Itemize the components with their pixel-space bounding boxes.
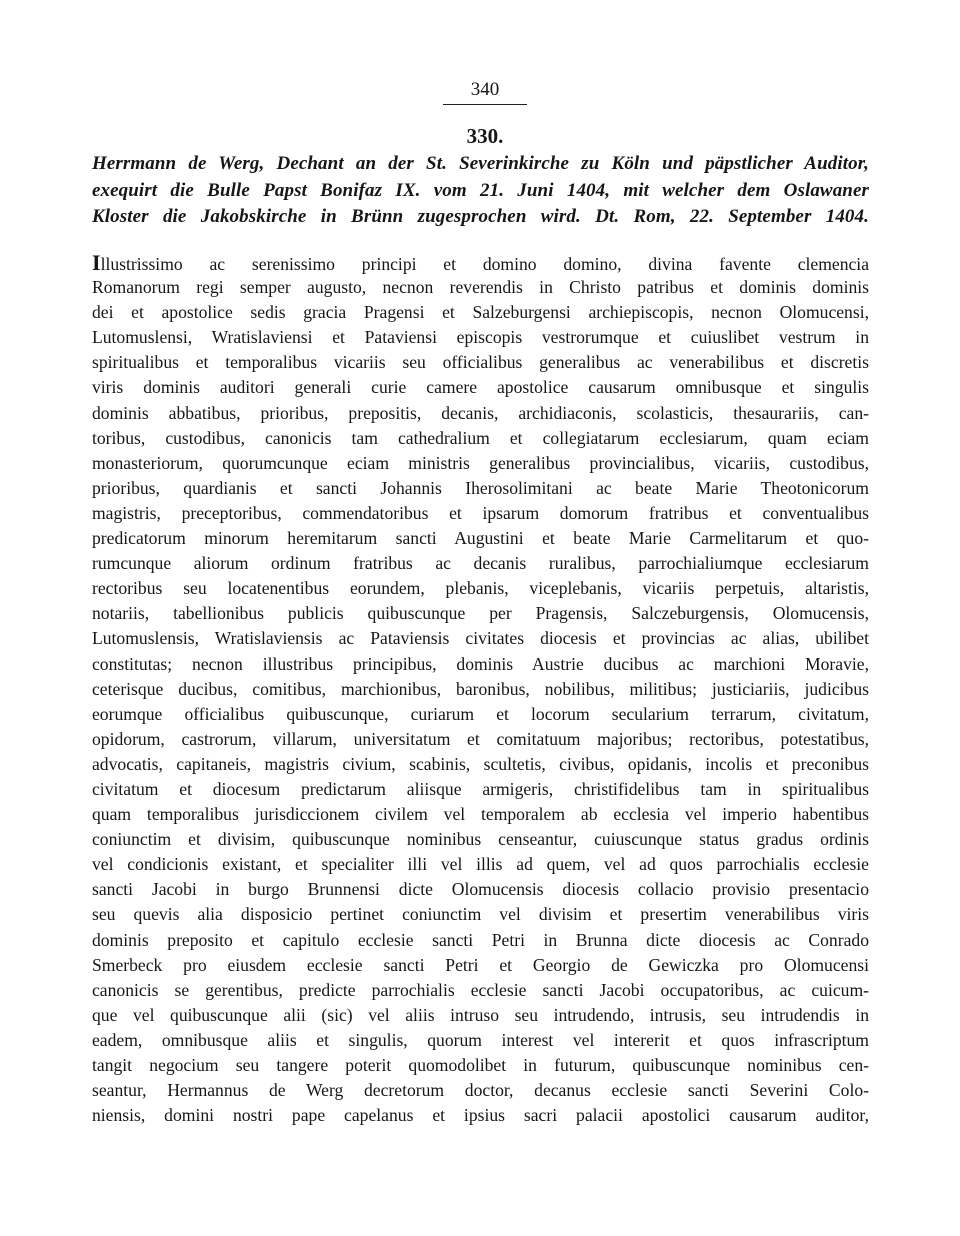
body-line: dei et apostolice sedis gracia Pragensi et Salzeburgensi archiepiscopis, necnon Olomucensi, xyxy=(92,302,869,323)
body-line: dominis preposito et capitulo ecclesie sancti Petri in Brunna dicte diocesis ac Conrado xyxy=(92,929,869,950)
body-line: ceterisque ducibus, comitibus, marchionibus, baronibus, nobilibus, militibus; justiciariis, judicibus xyxy=(92,678,869,699)
body-line: Romanorum regi semper augusto, necnon reverendis in Christo patribus et dominis dominis xyxy=(92,277,869,298)
body-line: predicatorum minorum heremitarum sancti Augustini et beate Marie Carmelitarum et quo- xyxy=(92,528,869,549)
initial-letter: I xyxy=(92,250,101,275)
body-text xyxy=(92,250,869,1128)
document-heading xyxy=(92,151,869,231)
heading-line: exequirt die Bulle Papst Bonifaz IX. vom 21. Juni 1404, mit welcher dem Oslawaner xyxy=(92,179,869,201)
body-line: coniunctim et divisim, quibuscunque nominibus censeantur, cuiuscunque status gradus ordinis xyxy=(92,829,869,850)
body-line: seantur, Hermannus de Werg decretorum doctor, decanus ecclesie sancti Severini Colo- xyxy=(92,1080,869,1101)
body-line: niensis, domini nostri pape capelanus et ipsius sacri palacii apostolici causarum auditor, xyxy=(92,1105,869,1126)
body-line: canonicis se gerentibus, predicte parrochialis ecclesie sancti Jacobi occupatoribus, ac cuicum- xyxy=(92,979,869,1000)
document-number: 330. xyxy=(466,124,504,148)
heading-line: Kloster die Jakobskirche in Brünn zugesprochen wird. Dt. Rom, 22. September 1404. xyxy=(92,206,869,227)
body-line: viris dominis auditori generali curie camere apostolice causarum omnibusque et singulis xyxy=(92,377,869,398)
body-line: Lutomuslensis, Wratislaviensis ac Pataviensis civitates diocesis et provincias ac alias, ubilibet xyxy=(92,628,869,649)
body-line: quam temporalibus jurisdiccionem civilem vel temporalem ab ecclesia vel imperio habentibus xyxy=(92,804,869,825)
heading-line: Herrmann de Werg, Dechant an der St. Severinkirche zu Köln und päpstlicher Auditor, xyxy=(92,153,869,174)
body-line: magistris, preceptoribus, commendatoribus et ipsarum domorum fratribus et conventualibus xyxy=(92,502,869,523)
body-line: civitatum et diocesum predictarum aliisque armigeris, christifidelibus tam in spiritualibus xyxy=(92,778,869,799)
body-line: tangit negocium seu tangere poterit quomodolibet in futurum, quibuscunque nominibus cen- xyxy=(92,1055,869,1075)
body-line xyxy=(92,250,869,275)
body-line: toribus, custodibus, canonicis tam cathedralium et collegiatarum ecclesiarum, quam eciam xyxy=(92,427,869,448)
body-line: eorumque officialibus quibuscunque, curiarum et locorum secularium terrarum, civitatum, xyxy=(92,703,869,724)
body-line: rumcunque aliorum ordinum fratribus ac decanis ruralibus, parrochialiumque ecclesiarum xyxy=(92,553,869,574)
body-line: opidorum, castrorum, villarum, universitatum et comitatuum majoribus; rectoribus, potestatibus, xyxy=(92,728,869,749)
body-line: sancti Jacobi in burgo Brunnensi dicte Olomucensis diocesis collacio provisio presentacio xyxy=(92,879,869,900)
body-line: Smerbeck pro eiusdem ecclesie sancti Petri et Georgio de Gewiczka pro Olomucensi xyxy=(92,954,869,975)
body-line: spiritualibus et temporalibus vicariis seu officialibus generalibus ac venerabilibus et discretis xyxy=(92,352,869,373)
page-number-rule xyxy=(443,104,527,105)
body-line: eadem, omnibusque aliis et singulis, quorum interest vel intererit et quos infrascriptum xyxy=(92,1029,869,1050)
body-line: prioribus, quardianis et sancti Johannis Iherosolimitani ac beate Marie Theotonicorum xyxy=(92,477,869,498)
body-line: dominis abbatibus, prioribus, prepositis, decanis, archidiaconis, scolasticis, thesaurariis, can- xyxy=(92,402,869,423)
body-line: monasteriorum, quorumcunque eciam ministris generalibus provincialibus, vicariis, custodibus, xyxy=(92,452,869,473)
body-line: que vel quibuscunque alii (sic) vel aliis intruso seu intrudendo, intrusis, seu intrudendis in xyxy=(92,1004,869,1025)
body-line: rectoribus seu locatenentibus eorundem, plebanis, viceplebanis, vicariis perpetuis, altaristis, xyxy=(92,578,869,599)
body-line: constitutas; necnon illustribus principibus, dominis Austrie ducibus ac marchioni Moravie, xyxy=(92,653,869,674)
page-number: 340 xyxy=(470,79,500,100)
first-line-text: llustrissimo ac serenissimo principi et domino domino, divina favente clemencia xyxy=(100,254,869,274)
body-line: vel condicionis existant, et specialiter illi vel illis ad quem, vel ad quos parrochialis ecclesie xyxy=(92,854,869,875)
body-line: seu quevis alia disposicio pertinet coniunctim vel divisim et presertim venerabilibus viris xyxy=(92,904,869,925)
body-line: advocatis, capitaneis, magistris civium, scabinis, scultetis, civibus, opidanis, incolis et preconibus xyxy=(92,753,869,774)
body-line: notariis, tabellionibus publicis quibuscunque per Pragensis, Salczeburgensis, Olomucensis, xyxy=(92,603,869,624)
body-line: Lutomuslensi, Wratislaviensi et Pataviensi episcopis vestrorumque et cuiuslibet vestrum in xyxy=(92,327,869,348)
